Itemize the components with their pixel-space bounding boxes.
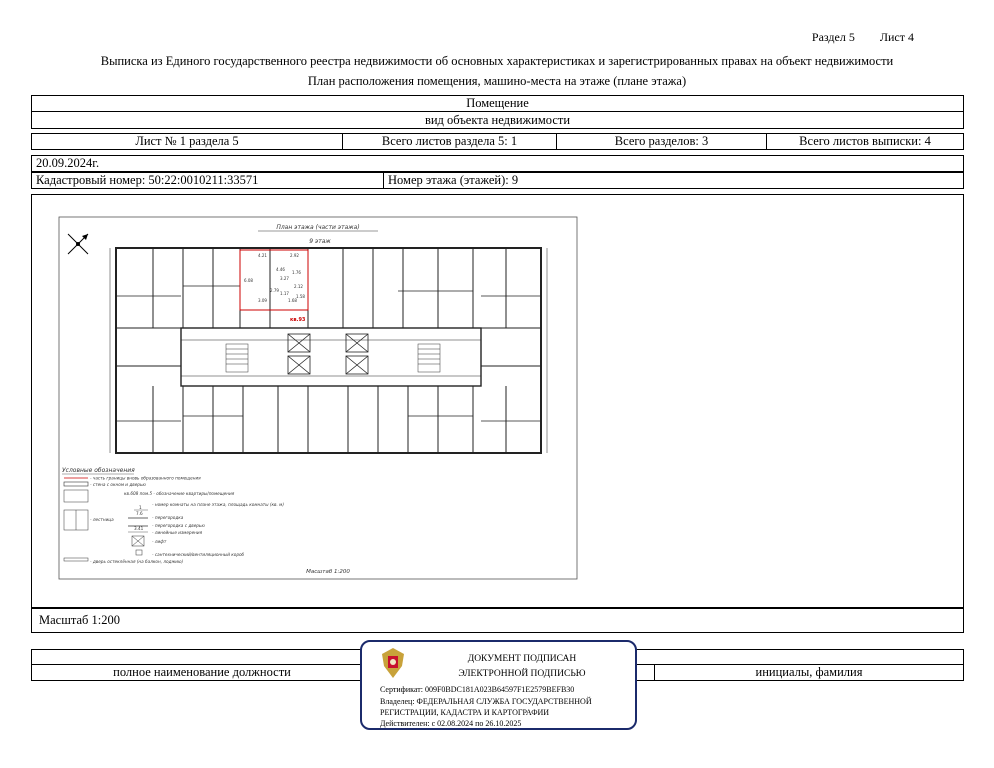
legend-sample-1: 1 bbox=[139, 505, 142, 510]
legend-item-6: - перегородка bbox=[152, 515, 184, 520]
total-section-sheets: Всего листов раздела 5: 1 bbox=[342, 134, 556, 149]
dim-3: 6.08 bbox=[244, 278, 253, 283]
plan-floor-label: 9 этаж bbox=[309, 238, 331, 245]
stamp-owner-1: Владелец: ФЕДЕРАЛЬНАЯ СЛУЖБА ГОСУДАРСТВЕННОЙ bbox=[380, 697, 592, 706]
scale-value: Масштаб 1:200 bbox=[39, 613, 120, 627]
room-label: кв.93 bbox=[290, 317, 306, 323]
e-signature-stamp bbox=[360, 640, 637, 730]
legend-item-4: - лестница bbox=[90, 517, 114, 522]
sheet-number: Лист 4 bbox=[879, 30, 914, 44]
dim-10: 3.09 bbox=[258, 298, 267, 303]
object-name: Помещение bbox=[32, 96, 963, 112]
sheet-no: Лист № 1 раздела 5 bbox=[135, 134, 239, 148]
dim-4: 4.46 bbox=[276, 267, 285, 272]
total-sections: Всего разделов: 3 bbox=[556, 134, 766, 149]
stamp-line-1: ДОКУМЕНТ ПОДПИСАН bbox=[467, 654, 577, 664]
extract-date: 20.09.2024г. bbox=[36, 156, 100, 170]
document-title: Выписка из Единого государственного реестра недвижимости об основных характеристиках и зарегистрированных правах на объект недвижимости bbox=[100, 54, 894, 68]
floor-number: Номер этажа (этажей): 9 bbox=[383, 173, 963, 188]
floor-plan-image bbox=[58, 216, 578, 580]
legend-item-9: - лифт bbox=[152, 539, 167, 544]
dim-6: 3.27 bbox=[280, 276, 289, 281]
legend-item-11: - дверь остеклённая (на балкон, лоджию) bbox=[90, 559, 184, 564]
dim-2: 2.92 bbox=[290, 253, 299, 258]
cadastral-number: Кадастровый номер: 50:22:0010211:33571 bbox=[36, 173, 259, 187]
legend-item-7: - перегородка с дверью bbox=[152, 523, 205, 528]
dim-1: 4.21 bbox=[258, 253, 267, 258]
position-label: полное наименование должности bbox=[113, 665, 291, 679]
stamp-validity: Действителен: с 02.08.2024 по 26.10.2025 bbox=[380, 719, 522, 728]
cadastral-row bbox=[31, 172, 964, 189]
section-number: Раздел 5 bbox=[811, 30, 855, 44]
dim-9: 1.58 bbox=[296, 294, 305, 299]
object-kind-label: вид объекта недвижимости bbox=[424, 112, 571, 127]
legend-sample-2: 7.6 bbox=[136, 511, 143, 516]
dim-7: 2.12 bbox=[294, 284, 303, 289]
legend-item-8: - линейные измерения bbox=[152, 530, 203, 535]
stamp-certificate: Сертификат: 009F0BDC181A023B64597F1E2579BEFB30 bbox=[380, 685, 575, 694]
dim-8: 1.17 bbox=[280, 291, 289, 296]
object-kind-box bbox=[31, 95, 964, 129]
legend-title: Условные обозначения bbox=[62, 467, 135, 474]
plan-caption: План этажа (части этажа) bbox=[276, 224, 360, 231]
sheets-row bbox=[31, 133, 964, 150]
dim-5: 1.76 bbox=[292, 270, 301, 275]
emblem-icon bbox=[378, 646, 408, 680]
floor-plan-drawing bbox=[58, 216, 578, 580]
total-extract-sheets: Всего листов выписки: 4 bbox=[766, 134, 963, 149]
legend-item-1: - часть границы вновь образованного помещения bbox=[90, 475, 201, 481]
dim-11: 1.68 bbox=[288, 298, 297, 303]
legend-sample-3: 3.41 bbox=[134, 526, 144, 531]
dim-12: 2.79 bbox=[270, 288, 279, 293]
initials-label: инициалы, фамилия bbox=[654, 665, 963, 680]
legend-item-2: - стена с окном и дверью bbox=[90, 482, 146, 487]
document-subtitle: План расположения помещения, машино-места на этаже (плане этажа) bbox=[307, 74, 687, 88]
legend-item-3: кв.608 пом.5 - обозначение квартиры/помещения bbox=[124, 491, 235, 496]
plan-scale-label: Масштаб 1:200 bbox=[306, 569, 350, 575]
stamp-line-2: ЭЛЕКТРОННОЙ ПОДПИСЬЮ bbox=[458, 669, 586, 679]
scale-row bbox=[31, 608, 964, 633]
page-header bbox=[790, 30, 914, 45]
legend-item-10: - сантехнический/вентиляционный короб bbox=[152, 552, 245, 557]
legend-item-5: - номер комнаты на плане этажа, площадь комнаты (кв. м) bbox=[152, 502, 284, 507]
date-row bbox=[31, 155, 964, 172]
stamp-owner-2: РЕГИСТРАЦИИ, КАДАСТРА И КАРТОГРАФИИ bbox=[380, 708, 550, 717]
